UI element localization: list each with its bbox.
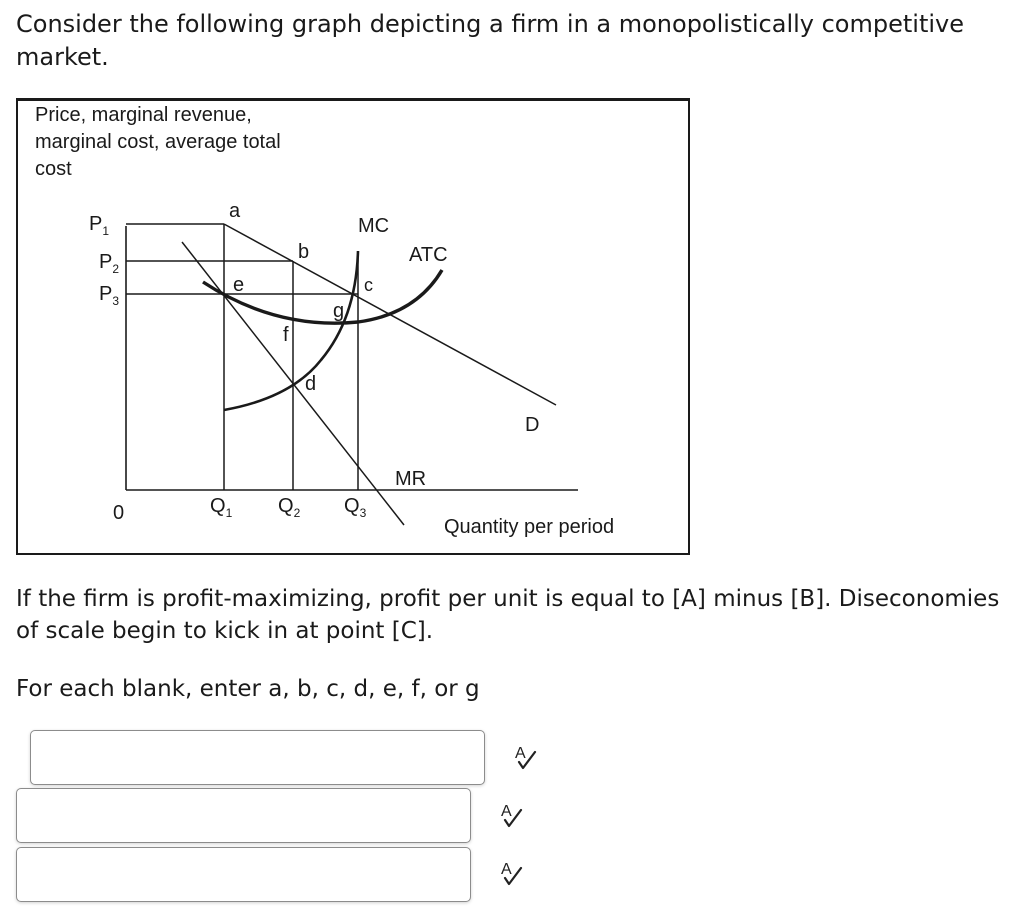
spell-check-icon[interactable] xyxy=(498,858,526,888)
atc-label: ATC xyxy=(409,244,448,266)
origin-label: 0 xyxy=(113,502,125,524)
quantity-label-q3: $Q_3$ xyxy=(344,495,367,520)
answer-input-b[interactable] xyxy=(16,788,471,843)
mc-label: MC xyxy=(358,215,390,237)
answer-input-c[interactable] xyxy=(16,847,471,902)
question-instruction: For each blank, enter a, b, c, d, e, f, or g xyxy=(16,676,480,702)
y-axis-title-line-3: cost xyxy=(35,158,72,180)
point-label-d: d xyxy=(305,373,317,395)
demand-label: D xyxy=(525,414,540,436)
price-label-p1: $P_1$ xyxy=(89,213,110,238)
spell-check-icon[interactable] xyxy=(498,800,526,830)
point-label-c: c xyxy=(364,275,373,295)
question-body: If the firm is profit-maximizing, profit per unit is equal to [A] minus [B]. Diseconomies of scale begin to kick in at point [C]. xyxy=(16,586,1000,644)
point-label-a: a xyxy=(229,200,241,222)
svg-text:A: A xyxy=(515,745,526,762)
quantity-label-q2: $Q_2$ xyxy=(278,495,301,520)
spell-check-icon[interactable] xyxy=(512,742,540,772)
quantity-label-q1: $Q_1$ xyxy=(210,495,233,520)
point-label-b: b xyxy=(298,241,310,263)
point-label-e: e xyxy=(233,274,245,296)
monopolistic-competition-graph xyxy=(16,98,690,555)
price-label-p3: $P_3$ xyxy=(99,283,120,308)
answer-input-a[interactable] xyxy=(30,730,485,785)
question-prompt: Consider the following graph depicting a firm in a monopolistically competitive market. xyxy=(16,10,964,71)
price-label-p2: $P_2$ xyxy=(99,251,120,276)
point-label-g: g xyxy=(333,300,345,322)
y-axis-title-line-2: marginal cost, average total xyxy=(35,131,281,153)
graph-frame xyxy=(17,99,689,554)
y-axis-title-line-1: Price, marginal revenue, xyxy=(35,104,252,126)
point-label-f: f xyxy=(283,324,289,346)
svg-text:A: A xyxy=(501,861,512,878)
x-axis-title: Quantity per period xyxy=(444,516,615,538)
mr-label: MR xyxy=(395,468,427,490)
svg-text:A: A xyxy=(501,803,512,820)
